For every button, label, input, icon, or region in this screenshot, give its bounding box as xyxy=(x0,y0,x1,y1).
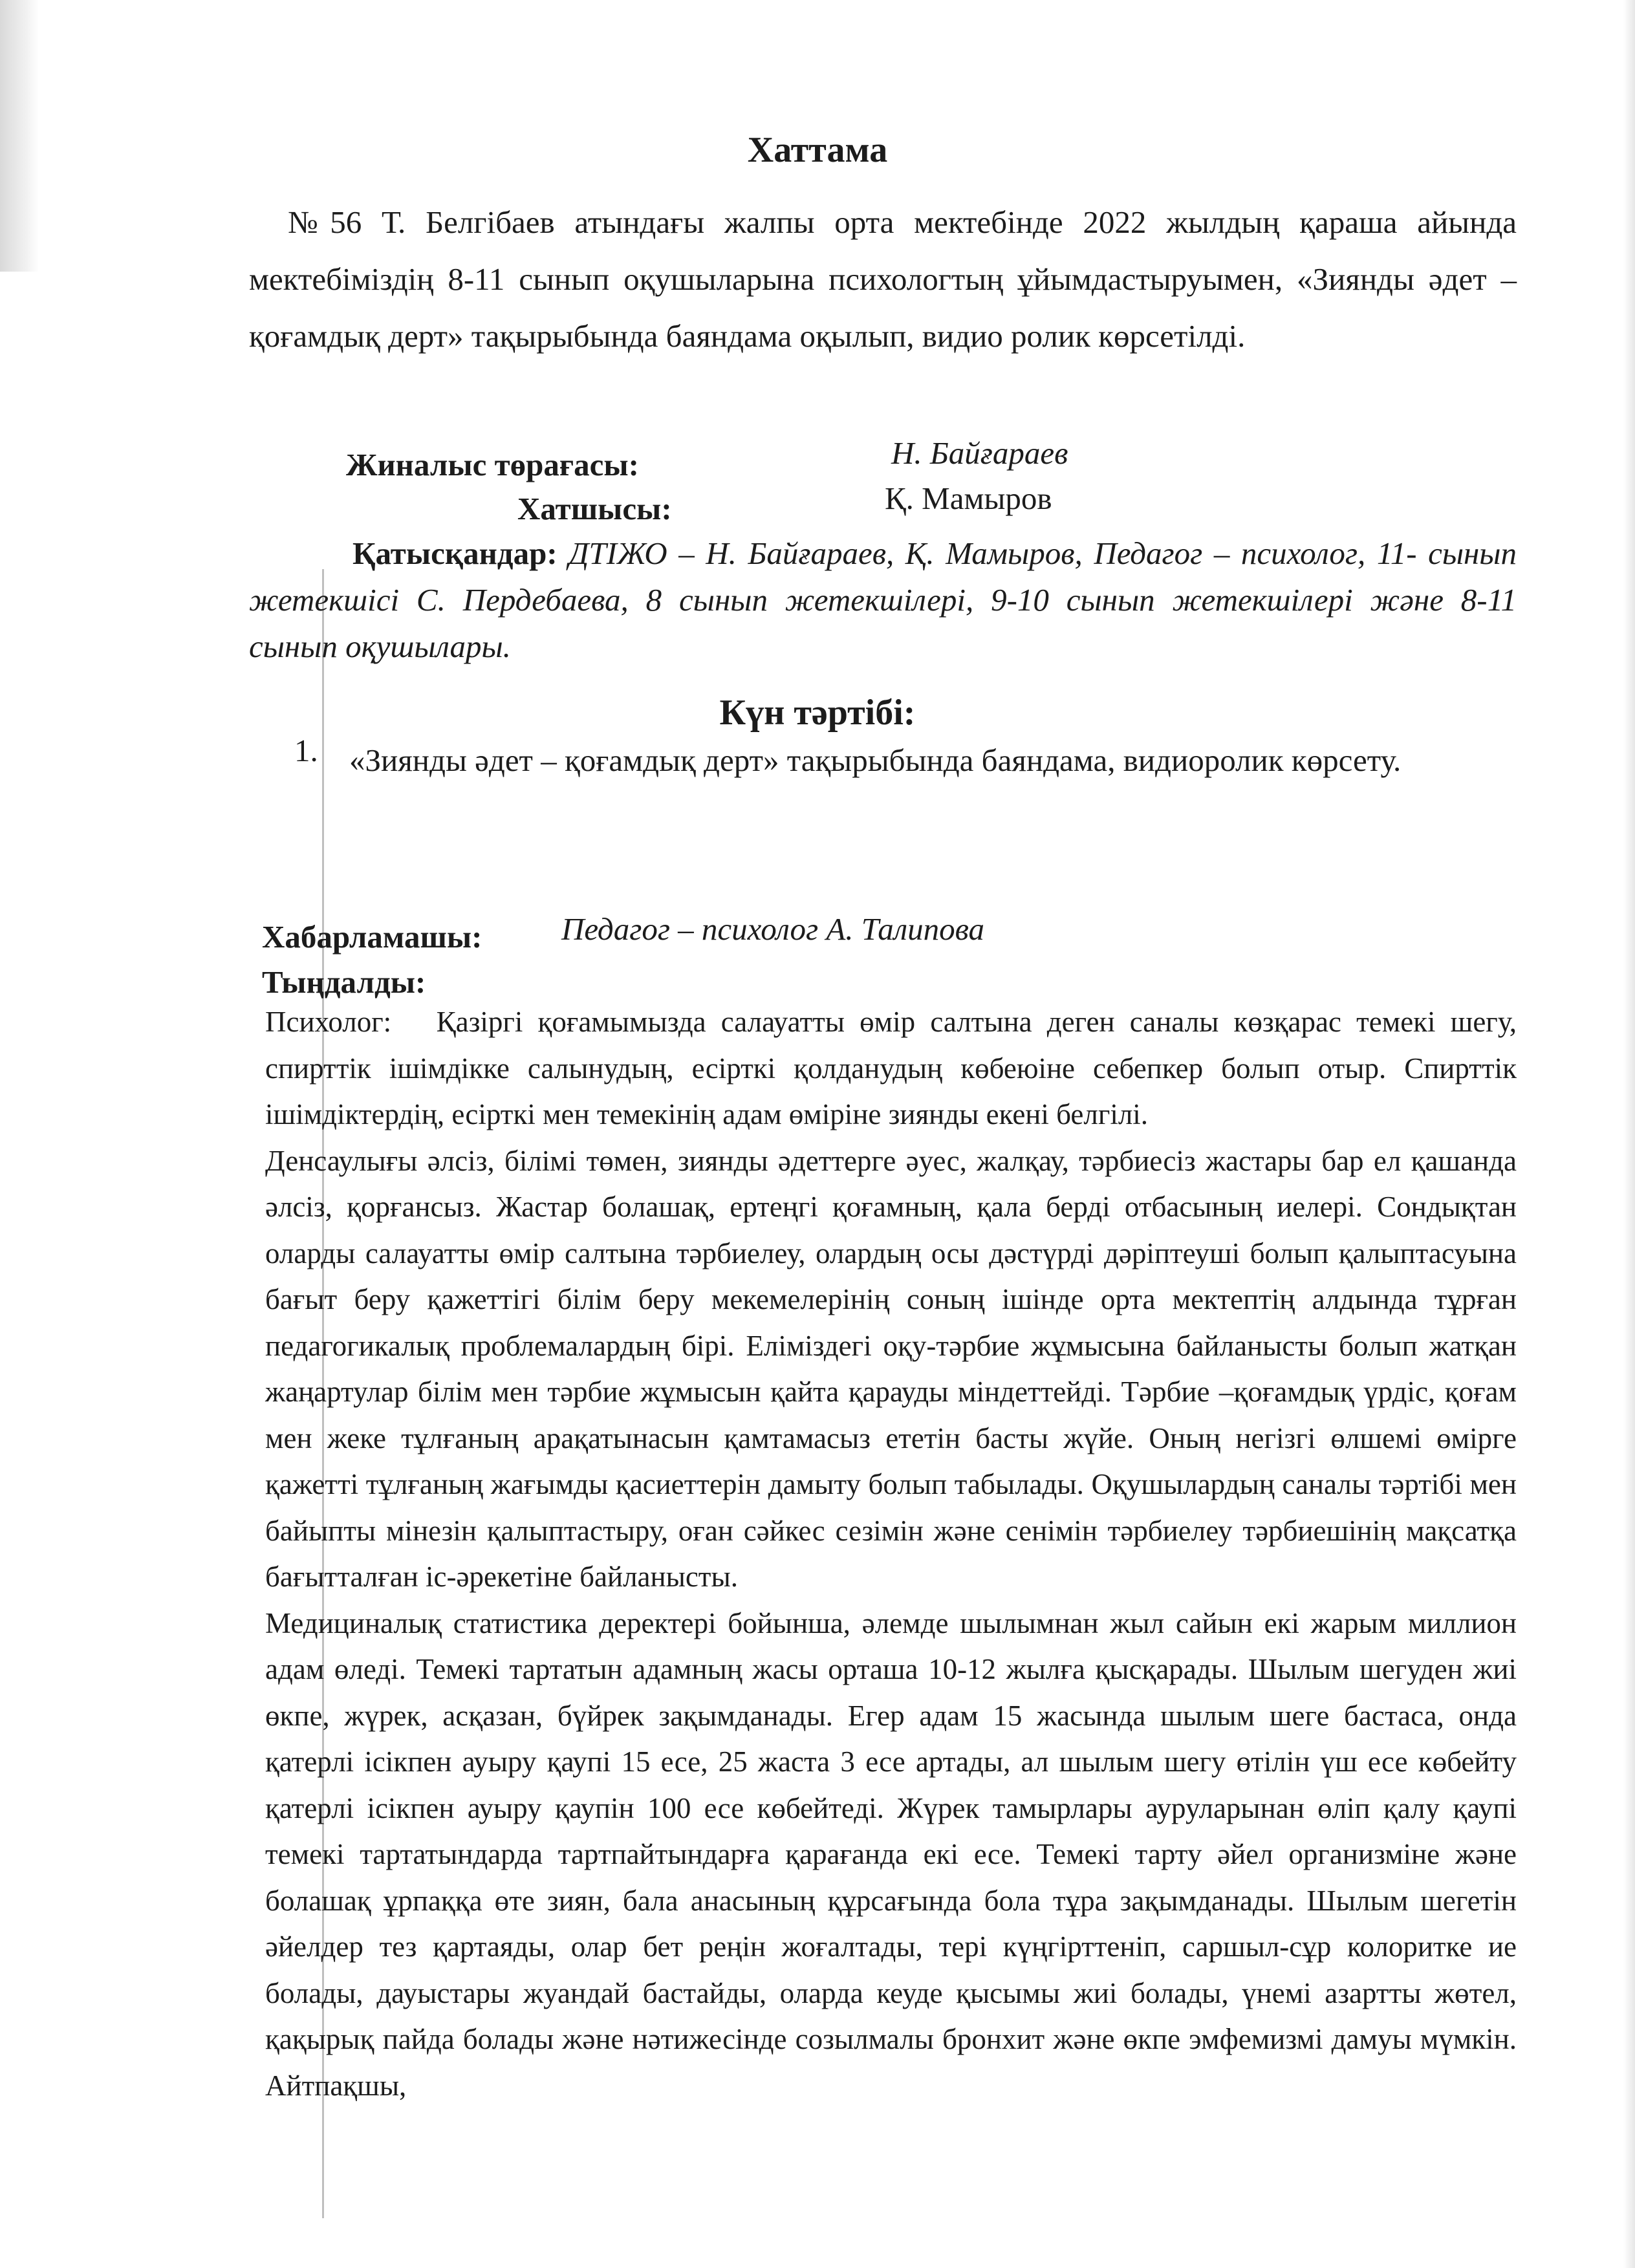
speaker-label: Хабарламашы: xyxy=(262,919,482,955)
agenda-item-text: «Зиянды әдет – қоғамдық дерт» тақырыбында баяндама, видиоролик көрсету. xyxy=(349,742,1402,778)
chair-name: Н. Байғараев xyxy=(891,435,1068,471)
agenda-item-number: 1. xyxy=(294,733,318,768)
agenda-title: Күн тәртібі: xyxy=(719,693,916,733)
intro-paragraph: №56 Т. Белгібаев атындағы жалпы орта мектебінде 2022 жылдың қараша айында мектебіміздің 8-11 сынып оқушыларына психологтың ұйымдастыруымен, «Зиянды әдет – қоғамдық дерт» тақырыбында баяндама оқылып, видио ролик көрсетілді. xyxy=(249,204,1517,354)
heard-label: Тыңдалды: xyxy=(262,964,426,1000)
psychologist-speech xyxy=(265,999,1517,2109)
document-title: Хаттама xyxy=(747,130,888,170)
participants-block xyxy=(249,530,1517,670)
secretary-name: Қ. Мамыров xyxy=(885,481,1052,516)
psychologist-label: Психолог: xyxy=(265,1006,392,1038)
page-edge xyxy=(1623,0,1635,2268)
speech-paragraph: Денсаулығы әлсіз, білімі төмен, зиянды әдеттерге әуес, жалқау, тәрбиесіз жастары бар ел қашанда әлсіз, қорғансыз. Жастар болашақ, ертеңгі қоғамның, қала берді отбасының иелері. Сондықтан оларды салауатты өмір салтына тәрбиелеу, олардың осы дәстүрді дәріптеуші болып қалыптасуына бағыт беру қажеттігі білім беру мекемелерінің соның ішінде орта мектептің алдында тұрған педагогикалық проблемалардың бірі. Еліміздегі оқу-тәрбие жұмысына байланысты болып жатқан жаңартулар білім мен тәрбие жұмысын қайта қарауды міндеттейді. Тәрбие –қоғамдық үрдіс, қоғам мен жеке тұлғаның арақатынасын қамтамасыз ететін басты жүйе. Оның негізгі өлшемі өмірге қажетті тұлғаның жағымды қасиеттерін дамыту болып табылады. Оқушылардың саналы тәртібі мен байыпты мінезін қалыптастыру, оған сәйкес сезімін және сенімін тәрбиелеу тәрбиешінің мақсатқа бағытталған іс-әрекетіне байланысты. xyxy=(265,1144,1517,1593)
chair-label: Жиналыс төрағасы: xyxy=(346,447,639,482)
speaker-name: Педагог – психолог А. Талипова xyxy=(561,911,985,947)
speech-paragraph: Медициналық статистика деректері бойынша, әлемде шылымнан жыл сайын екі жарым миллион адам өледі. Темекі тартатын адамның жасы орташа 10-12 жылға қысқарады. Шылым шегуден жиі өкпе, жүрек, асқазан, бүйрек зақымданады. Егер адам 15 жасында шылым шеге бастаса, онда қатерлі ісікпен ауыру қаупі 15 есе, 25 жаста 3 есе артады, ал шылым шегу өтілін үш есе көбейту қатерлі ісікпен ауыру қаупін 100 есе көбейтеді. Жүрек тамырлары ауруларынан өліп қалу қаупі темекі тартатындарда тартпайтындарға қарағанда екі есе. Темекі тарту әйел организміне және болашақ ұрпаққа өте зиян, бала анасының құрсағында бола тұра зақымданады. Шылым шегетін әйелдер тез қартаяды, олар бет реңін жоғалтады, тері күңгірттеніп, саршыл-сұр колоритке ие болады, дауыстары жуандай бастайды, оларда кеуде қысымы жиі болады, үнемі азартты жөтел, қақырық пайда болады және нәтижесінде созылмалы бронхит және өкпе эмфемизмі дамуы мүмкін. Айтпақшы, xyxy=(265,1606,1517,2102)
participants-label: Қатысқандар: xyxy=(352,535,558,571)
speech-paragraph: Психолог: Қазіргі қоғамымызда салауатты өмір салтына деген саналы көзқарас темекі шегу, спирттік ішімдікке салынудың, есірткі қолданудың көбеюіне себепкер болып отыр. Спирттік ішімдіктердің, есірткі мен темекінің адам өміріне зиянды екені белгілі. xyxy=(265,1006,1517,1130)
secretary-label: Хатшысы: xyxy=(517,491,672,526)
participants-text: ДТІЖО – Н. Байғараев, Қ. Мамыров, Педагог – психолог, 11- сынып жетекшісі С. Пердебаева, 8 сынып жетекшілері, 9-10 сынып жетекшілері және 8-11 сынып оқушылары. xyxy=(249,535,1517,664)
